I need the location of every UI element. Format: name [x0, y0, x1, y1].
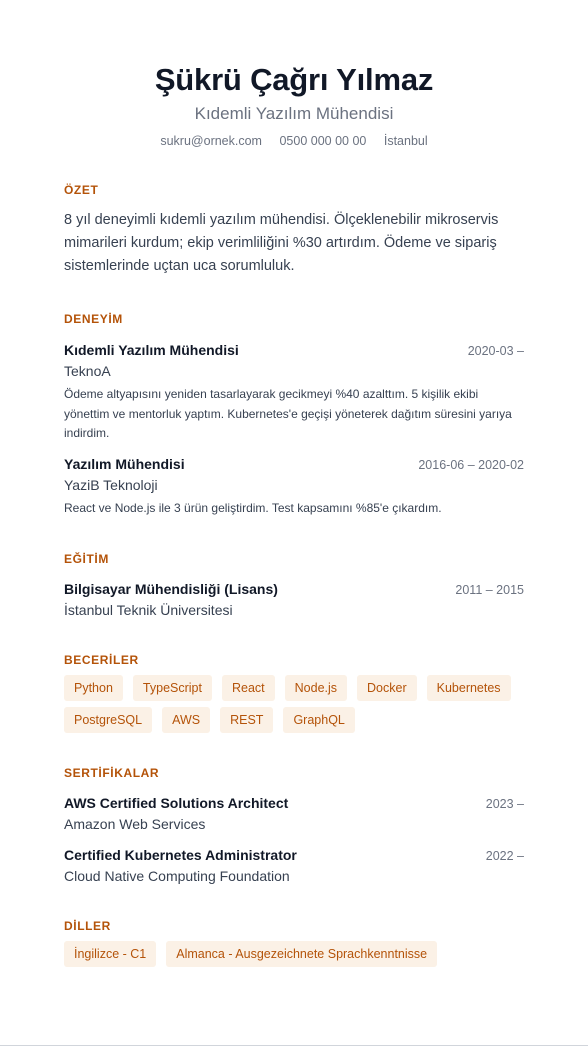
certification-entry: [64, 793, 524, 834]
skill-chip: Python: [64, 675, 123, 701]
candidate-name: Şükrü Çağrı Yılmaz: [154, 62, 434, 97]
experience-company: TeknoA: [64, 363, 111, 379]
skill-chip: AWS: [162, 707, 210, 733]
language-chip: Almanca - Ausgezeichnete Sprachkenntnisse: [166, 941, 437, 967]
section-title-languages: DİLLER: [64, 919, 111, 933]
skill-chip: GraphQL: [283, 707, 354, 733]
contact-email[interactable]: sukru@ornek.com: [160, 134, 262, 148]
skills-list: [64, 675, 534, 739]
skill-chip: Kubernetes: [427, 675, 511, 701]
contact-city: İstanbul: [383, 134, 428, 148]
candidate-role: Kıdemli Yazılım Mühendisi: [194, 104, 394, 123]
skill-chip: PostgreSQL: [64, 707, 152, 733]
education-date: 2011 – 2015: [455, 583, 524, 597]
skill-chip: Docker: [357, 675, 417, 701]
education-school: İstanbul Teknik Üniversitesi: [64, 602, 233, 618]
summary-text: 8 yıl deneyimli kıdemli yazılım mühendisi. Ölçeklenebilir mikroservis mimarileri kurdum; ekip verimliliğini %30 artırdım. Ödeme ve sipariş sistemlerinde uçtan uca sorumluluk.: [64, 212, 499, 274]
experience-date: 2020-03 –: [467, 344, 524, 358]
experience-description: Ödeme altyapısını yeniden tasarlayarak gecikmeyi %40 azalttım. 5 kişilik ekibi yönettim ve mentorluk yaptım. Kubernetes'e geçişi yöneterek dağıtım süresini yarıya indirdim.: [64, 387, 512, 440]
language-chip: İngilizce - C1: [64, 941, 156, 967]
section-title-education: EĞİTİM: [64, 552, 109, 566]
section-title-certifications: SERTİFİKALAR: [64, 766, 160, 780]
education-degree: Bilgisayar Mühendisliği (Lisans): [64, 581, 278, 597]
certification-issuer: Cloud Native Computing Foundation: [64, 868, 290, 884]
experience-entry: [64, 340, 524, 444]
certification-issuer: Amazon Web Services: [64, 816, 206, 832]
certification-date: 2022 –: [485, 849, 524, 863]
languages-list: [64, 941, 534, 973]
skill-chip: Node.js: [285, 675, 347, 701]
experience-position: Kıdemli Yazılım Mühendisi: [64, 342, 239, 358]
contact-line: [64, 132, 524, 150]
section-title-skills: BECERİLER: [64, 653, 139, 667]
experience-company: YaziB Teknoloji: [64, 477, 158, 493]
skill-chip: React: [222, 675, 275, 701]
experience-position: Yazılım Mühendisi: [64, 456, 185, 472]
section-title-summary: ÖZET: [64, 183, 99, 197]
certification-entry: [64, 845, 524, 886]
contact-phone[interactable]: 0500 000 00 00: [279, 134, 367, 148]
certification-name: Certified Kubernetes Administrator: [64, 847, 297, 863]
page-bottom-divider: [0, 1045, 588, 1046]
education-entry: [64, 579, 524, 620]
experience-description: React ve Node.js ile 3 ürün geliştirdim. Test kapsamını %85'e çıkardım.: [64, 501, 442, 515]
certification-name: AWS Certified Solutions Architect: [64, 795, 289, 811]
section-title-experience: DENEYİM: [64, 312, 123, 326]
experience-entry: [64, 454, 524, 519]
skill-chip: TypeScript: [133, 675, 212, 701]
certification-date: 2023 –: [485, 797, 524, 811]
experience-date: 2016-06 – 2020-02: [418, 458, 524, 472]
skill-chip: REST: [220, 707, 273, 733]
